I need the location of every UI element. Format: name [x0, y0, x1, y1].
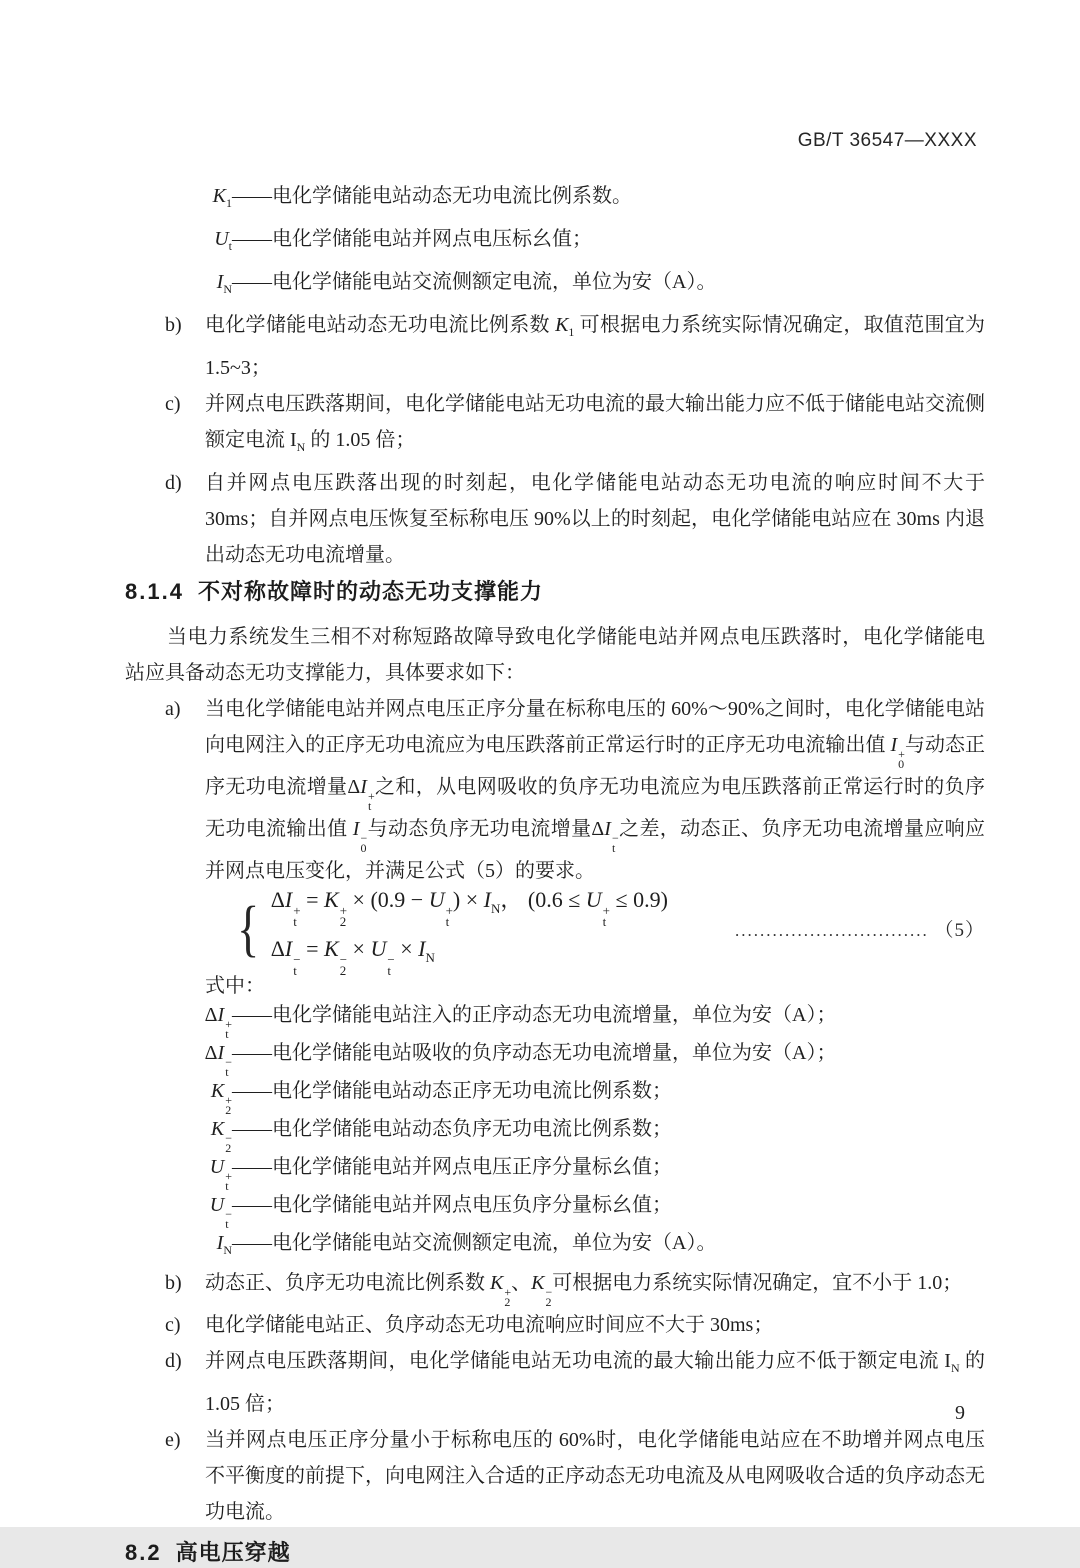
definition-text: ——电化学储能电站并网点电压标幺值； [232, 228, 592, 250]
equation-line-2: ΔI − t = K − 2 × U − t × $I_N$ [270, 936, 435, 978]
equation-5 [237, 887, 985, 978]
definition-line-in2 [125, 1229, 985, 1265]
list-label: a) [165, 698, 181, 720]
list-text: 当并网点电压正序分量小于标称电压的 60%时，电化学储能电站应在不助增并网点电压不平衡度的前提下，向电网注入合适的正序动态无功电流及从电网吸收合适的负序动态无功电流。 [205, 1429, 985, 1523]
symbol-k2-pos: K + 2 [210, 1080, 232, 1117]
symbol-in: $I_N$ [216, 271, 232, 296]
definition-line-ut [125, 221, 985, 264]
definition-text: ——电化学储能电站动态正序无功电流比例系数； [232, 1080, 672, 1102]
list-label: c) [165, 1314, 181, 1336]
definition-line-ut-neg [125, 1191, 985, 1229]
section-number: 8.1.4 [125, 579, 184, 604]
definition-line-k1 [125, 178, 985, 221]
list-item-b1 [125, 307, 985, 386]
definition-line-k2-pos [125, 1077, 985, 1115]
list-item-d2 [125, 1343, 985, 1422]
list-item-c2 [125, 1307, 985, 1343]
list-text: 自并网点电压跌落出现的时刻起，电化学储能电站动态无功电流的响应时间不大于 30ms；自并网点电压恢复至标称电压 90%以上的时刻起，电化学储能电站应在 30ms 内退出动态无功电流增量。 [205, 472, 985, 566]
page-content [125, 0, 985, 1568]
section-title: 不对称故障时的动态无功支撑能力 [197, 579, 543, 604]
definition-line-k2-neg [125, 1115, 985, 1153]
list-item-b2 [125, 1265, 985, 1307]
definition-text: ——电化学储能电站吸收的负序动态无功电流增量，单位为安（A）； [232, 1042, 837, 1064]
symbol-ut-pos: U + t [209, 1156, 232, 1193]
section-title: 高电压穿越 [175, 1540, 291, 1565]
equation-lines [271, 880, 668, 978]
equation-line-1: ΔI + t = K + 2 × (0.9 − U + t ) × $I_N$， (0.6 ≤ U + t ≤ 0.9) [270, 887, 668, 929]
list-item-c1 [125, 386, 985, 465]
symbol-ut-neg: U − t [209, 1194, 232, 1231]
page-number: 9 [955, 1402, 965, 1424]
intro-paragraph: 当电力系统发生三相不对称短路故障导致电化学储能电站并网点电压跌落时，电化学储能电站应具备动态无功支撑能力，具体要求如下： [125, 626, 985, 684]
symbol-definitions-top [125, 0, 985, 307]
definition-line-in [125, 264, 985, 307]
equation-leader [735, 915, 985, 942]
symbol-definitions-formula [125, 1001, 985, 1265]
list-text: 并网点电压跌落期间，电化学储能电站无功电流的最大输出能力应不低于额定电流 $I_N$ 的 1.05 倍； [205, 1350, 986, 1415]
equation-brace: { [237, 895, 260, 963]
list-8-1-4 [125, 1265, 985, 1530]
list-text: 并网点电压跌落期间，电化学储能电站无功电流的最大输出能力应不低于储能电站交流侧额定电流 $I_N$ 的 1.05 倍； [205, 393, 985, 454]
symbol-ut: $U_t$ [214, 228, 232, 253]
list-item-d1 [125, 465, 985, 573]
definition-text: ——电化学储能电站并网点电压正序分量标幺值； [232, 1156, 672, 1178]
equation-number: （5） [934, 920, 985, 941]
definition-line-ut-pos [125, 1153, 985, 1191]
definition-text: ——电化学储能电站注入的正序动态无功电流增量，单位为安（A）； [232, 1004, 837, 1026]
list-label: d) [165, 1350, 182, 1372]
list-label: e) [165, 1429, 181, 1451]
list-text: 电化学储能电站正、负序动态无功电流响应时间应不大于 30ms； [205, 1314, 774, 1336]
list-label: c) [165, 393, 181, 415]
list-label: b) [165, 314, 182, 336]
definition-text: ——电化学储能电站动态负序无功电流比例系数； [232, 1118, 672, 1140]
list-text: 电化学储能电站动态无功电流比例系数 $K_1$ 可根据电力系统实际情况确定，取值范围宜为 1.5~3； [205, 314, 986, 379]
standard-code: GB/T 36547—XXXX [797, 130, 977, 151]
section-heading-8-1-4 [125, 577, 985, 607]
definition-line-dit-pos [125, 1001, 985, 1039]
definition-text: ——电化学储能电站交流侧额定电流，单位为安（A）。 [232, 271, 717, 293]
where-label: 式中： [205, 975, 265, 997]
list-text: 当电化学储能电站并网点电压正序分量在标称电压的 60%～90%之间时，电化学储能电站向电网注入的正序无功电流应为电压跌落前正常运行时的正序无功电流输出值 I + 0 与动态正序无功电流增量ΔI + t 之和，从电网吸收的负序无功电流应为电压跌落前正常运行时的负序无功电流输出值 I − 0 与动态负序无功电流增量ΔI − t 之差，动态正、负序无功电流增量应响应并网点电压变化，并满足公式（5）的要求。 [205, 698, 986, 882]
symbol-delta-it-neg: ΔI − t [204, 1042, 232, 1079]
symbol-k1: $K_1$ [212, 185, 232, 210]
symbol-delta-it-pos: ΔI + t [204, 1004, 232, 1041]
leader-dots: ............................... [734, 921, 929, 940]
definition-line-dit-neg [125, 1039, 985, 1077]
section-heading-8-2 [125, 1538, 985, 1568]
definition-text: ——电化学储能电站并网点电压负序分量标幺值； [232, 1194, 672, 1216]
definition-text: ——电化学储能电站交流侧额定电流，单位为安（A）。 [232, 1232, 717, 1254]
list-item-e2 [125, 1422, 985, 1530]
list-label: d) [165, 472, 182, 494]
definition-text: ——电化学储能电站动态无功电流比例系数。 [232, 185, 632, 207]
section-number: 8.2 [125, 1540, 162, 1565]
list-text: 动态正、负序无功电流比例系数 K + 2 、K − 2 可根据电力系统实际情况确定，宜不小于 1.0； [205, 1272, 963, 1309]
list-8-1-3 [125, 307, 985, 573]
symbol-in: $I_N$ [216, 1232, 232, 1257]
list-item-a [125, 691, 985, 889]
list-label: b) [165, 1272, 182, 1294]
symbol-k2-neg: K − 2 [210, 1118, 232, 1155]
